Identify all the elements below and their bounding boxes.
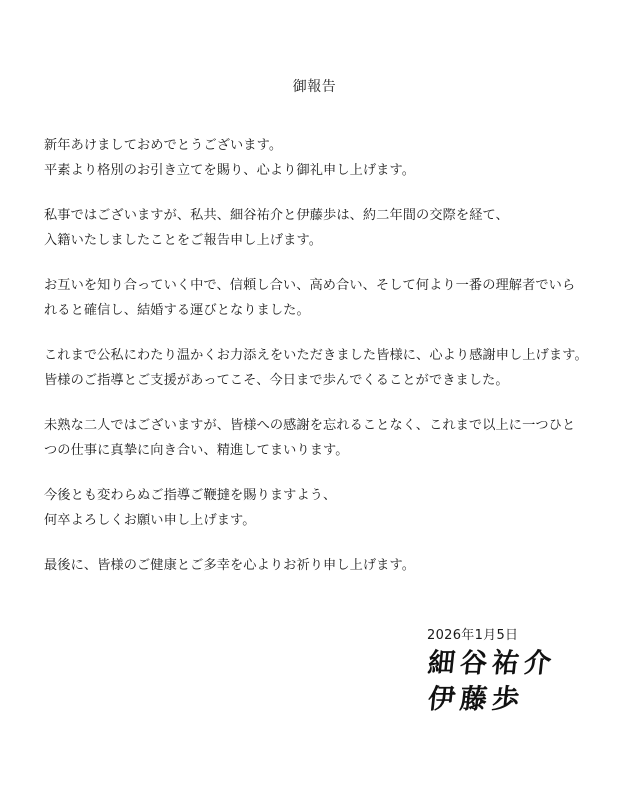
text-line: れると確信し、結婚する運びとなりました。 bbox=[44, 303, 310, 318]
paragraph-resolution bbox=[44, 413, 604, 463]
text-line: お互いを知り合っていく中で、信頼し合い、高め合い、そして何より一番の理解者でいら bbox=[44, 278, 576, 293]
text-line: 平素より格別のお引き立てを賜り、心より御礼申し上げます。 bbox=[44, 163, 415, 178]
paragraph-marriage-report bbox=[44, 203, 604, 253]
paragraph-request bbox=[44, 483, 604, 533]
signature-ito: 伊藤歩 bbox=[426, 684, 526, 715]
text-line: これまで公私にわたり温かくお力添えをいただきました皆様に、心より感謝申し上げます。 bbox=[44, 348, 588, 363]
text-line: 入籍いたしましたことをご報告申し上げます。 bbox=[44, 233, 322, 248]
document-title: 御報告 bbox=[292, 79, 337, 95]
text-line: つの仕事に真摯に向き合い、精進してまいります。 bbox=[44, 443, 349, 458]
paragraph-reason bbox=[44, 273, 604, 323]
text-line: 未熟な二人ではございますが、皆様への感謝を忘れることなく、これまで以上に一つひと bbox=[44, 418, 576, 433]
paragraph-greeting bbox=[44, 133, 604, 183]
document-date: 2026年1月5日 bbox=[427, 628, 519, 643]
signature-hosoya: 細谷祐介 bbox=[426, 648, 558, 679]
text-line: 新年あけましておめでとうございます。 bbox=[44, 138, 283, 153]
text-line: 今後とも変わらぬご指導ご鞭撻を賜りますよう、 bbox=[44, 488, 337, 503]
text-line: 皆様のご指導とご支援があってこそ、今日まで歩んでくることができました。 bbox=[44, 373, 509, 388]
text-line: 何卒よろしくお願い申し上げます。 bbox=[44, 513, 256, 528]
signature-block bbox=[428, 646, 558, 718]
text-line: 私事ではございますが、私共、細谷祐介と伊藤歩は、約二年間の交際を経て、 bbox=[44, 208, 509, 223]
paragraph-thanks bbox=[44, 343, 604, 393]
document-body bbox=[44, 133, 604, 598]
paragraph-closing bbox=[44, 553, 604, 578]
text-line: 最後に、皆様のご健康とご多幸を心よりお祈り申し上げます。 bbox=[44, 558, 415, 573]
